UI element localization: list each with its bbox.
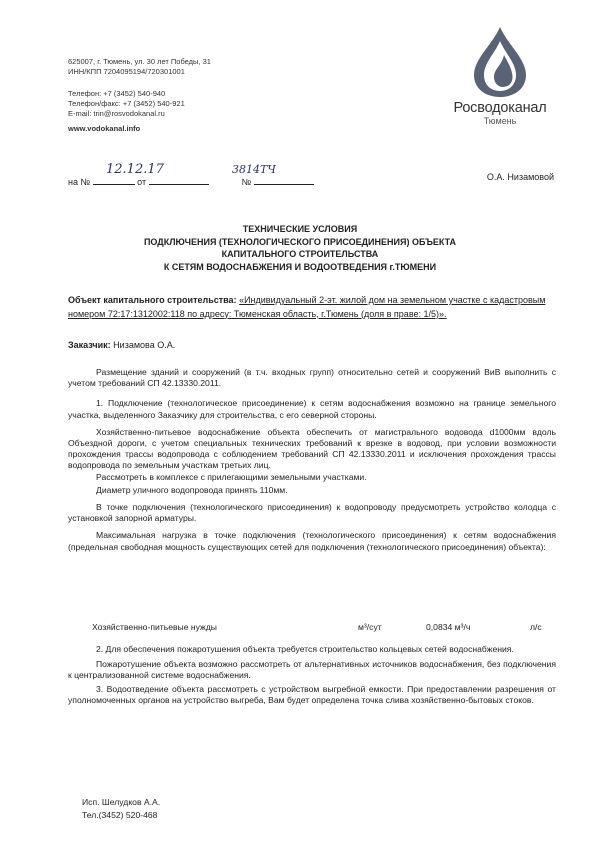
handwritten-date: 12.12.17: [106, 162, 164, 177]
object-value: «Индивидуальный 2-эт. жилой дом на земельном участке с кадастровым номером 72:17:1312002:118 по адресу: Тюменская область, г.Тюмень (доля в праве: 1/5)».: [68, 295, 546, 319]
body-text-2: [68, 644, 556, 706]
paragraph: Диаметр уличного водопровода принять 110мм.: [96, 484, 288, 495]
paragraph: Хозяйственно-питьевое водоснабжение объекта обеспечить от магистрального водовода d1000мм вдоль Объездной дороги, с учетом специальных технических требований к врезке в водовод, при условии возможности прохождения трассы водопровода с соблюдением требований СП 42.13330.2011 и исключения прохождения трассы водопровода по земельным участкам третьих лиц.: [68, 426, 556, 471]
org-inn: ИНН/КПП 7204095194/720301001: [68, 67, 185, 76]
org-phone: Телефон: +7 (3452) 540-940: [68, 89, 166, 98]
title-line: ПОДКЛЮЧЕНИЯ (ТЕХНОЛОГИЧЕСКОГО ПРИСОЕДИНЕНИЯ) ОБЪЕКТА: [143, 236, 457, 247]
water-drop-logo-icon: [470, 25, 530, 99]
paragraph: Максимальная нагрузка в точке подключения (технологического присоединения) к сетям водоснабжения (предельная свободная мощность существующих сетей для подключения (технологического присоединения) объекта):: [68, 530, 556, 552]
document-title: [60, 223, 540, 273]
handwritten-number: 3814ТЧ: [232, 163, 276, 176]
org-requisites: [68, 57, 211, 119]
customer-block: [68, 340, 175, 350]
org-website: www.vodokanal.info: [68, 124, 141, 133]
company-logo: [440, 25, 560, 126]
paragraph: Пожаротушение объекта возможно рассмотреть от альтернативных источников водоснабжения, без подключения к централизованной системе водоснабжения.: [68, 659, 556, 681]
load-unit-ls: л/с: [530, 622, 542, 632]
paragraph: В точке подключения (технологического присоединения) к водопроводу предусмотреть устройство колодца с установкой запорной арматуры.: [68, 502, 556, 524]
paragraph: Размещение зданий и сооружений (в т.ч. входных групп) относительно сетей и сооружений ВиВ выполнить с учетом требований СП 42.13330.2011.: [68, 367, 556, 389]
load-unit-daily: м³/сут: [358, 622, 382, 632]
executor-name: Исп. Шелудков А.А.: [82, 797, 161, 807]
org-address: 625007, г. Тюмень, ул. 30 лет Победы, 31: [68, 57, 211, 66]
number-label: №: [241, 177, 252, 187]
object-block: [68, 294, 556, 321]
org-email: E-mail: trin@rosvodokanal.ru: [68, 109, 165, 118]
executor-phone: Тел.(3452) 520-468: [82, 810, 158, 820]
addressee: О.А. Низамовой: [486, 172, 554, 182]
paragraph: 3. Водоотведение объекта рассмотреть с устройством выгребной емкости. При предоставлении разрешения от уполномоченных органов на устройство выгреба, Вам будет определена точка слива хозяйственно-бытовых стоков.: [68, 683, 556, 705]
reference-line: [68, 177, 314, 187]
customer-value: Низамова О.А.: [113, 340, 176, 350]
logo-name: Росводоканал: [453, 100, 547, 116]
paragraph: 2. Для обеспечения пожаротушения объекта требуется строительство кольцевых сетей водоснабжения.: [96, 644, 514, 654]
paragraph: Рассмотреть в комплексе с прилегающими земельными участками.: [96, 471, 367, 482]
load-value: 0,0834 м³/ч: [426, 622, 471, 632]
title-line: ТЕХНИЧЕСКИЕ УСЛОВИЯ: [242, 224, 358, 234]
title-line: К СЕТЯМ ВОДОСНАБЖЕНИЯ И ВОДООТВЕДЕНИЯ г.ТЮМЕНИ: [163, 261, 437, 272]
customer-label: Заказчик:: [68, 340, 111, 350]
on-number-label: на №: [68, 177, 91, 187]
logo-city: Тюмень: [483, 116, 517, 126]
load-label: Хозяйственно-питьевые нужды: [92, 622, 217, 632]
object-label: Объект капитального строительства:: [68, 295, 237, 305]
executor-block: [82, 796, 160, 822]
paragraph: 1. Подключение (технологическое присоединение) к сетям водоснабжения возможно на границе земельного участка, выделенного Заказчику для строительства, с его северной стороны.: [68, 398, 556, 420]
from-label: от: [137, 177, 147, 187]
body-text: [68, 367, 556, 553]
org-fax: Телефон/факс: +7 (3452) 540-921: [68, 99, 185, 108]
title-line: КАПИТАЛЬНОГО СТРОИТЕЛЬСТВА: [221, 249, 379, 259]
